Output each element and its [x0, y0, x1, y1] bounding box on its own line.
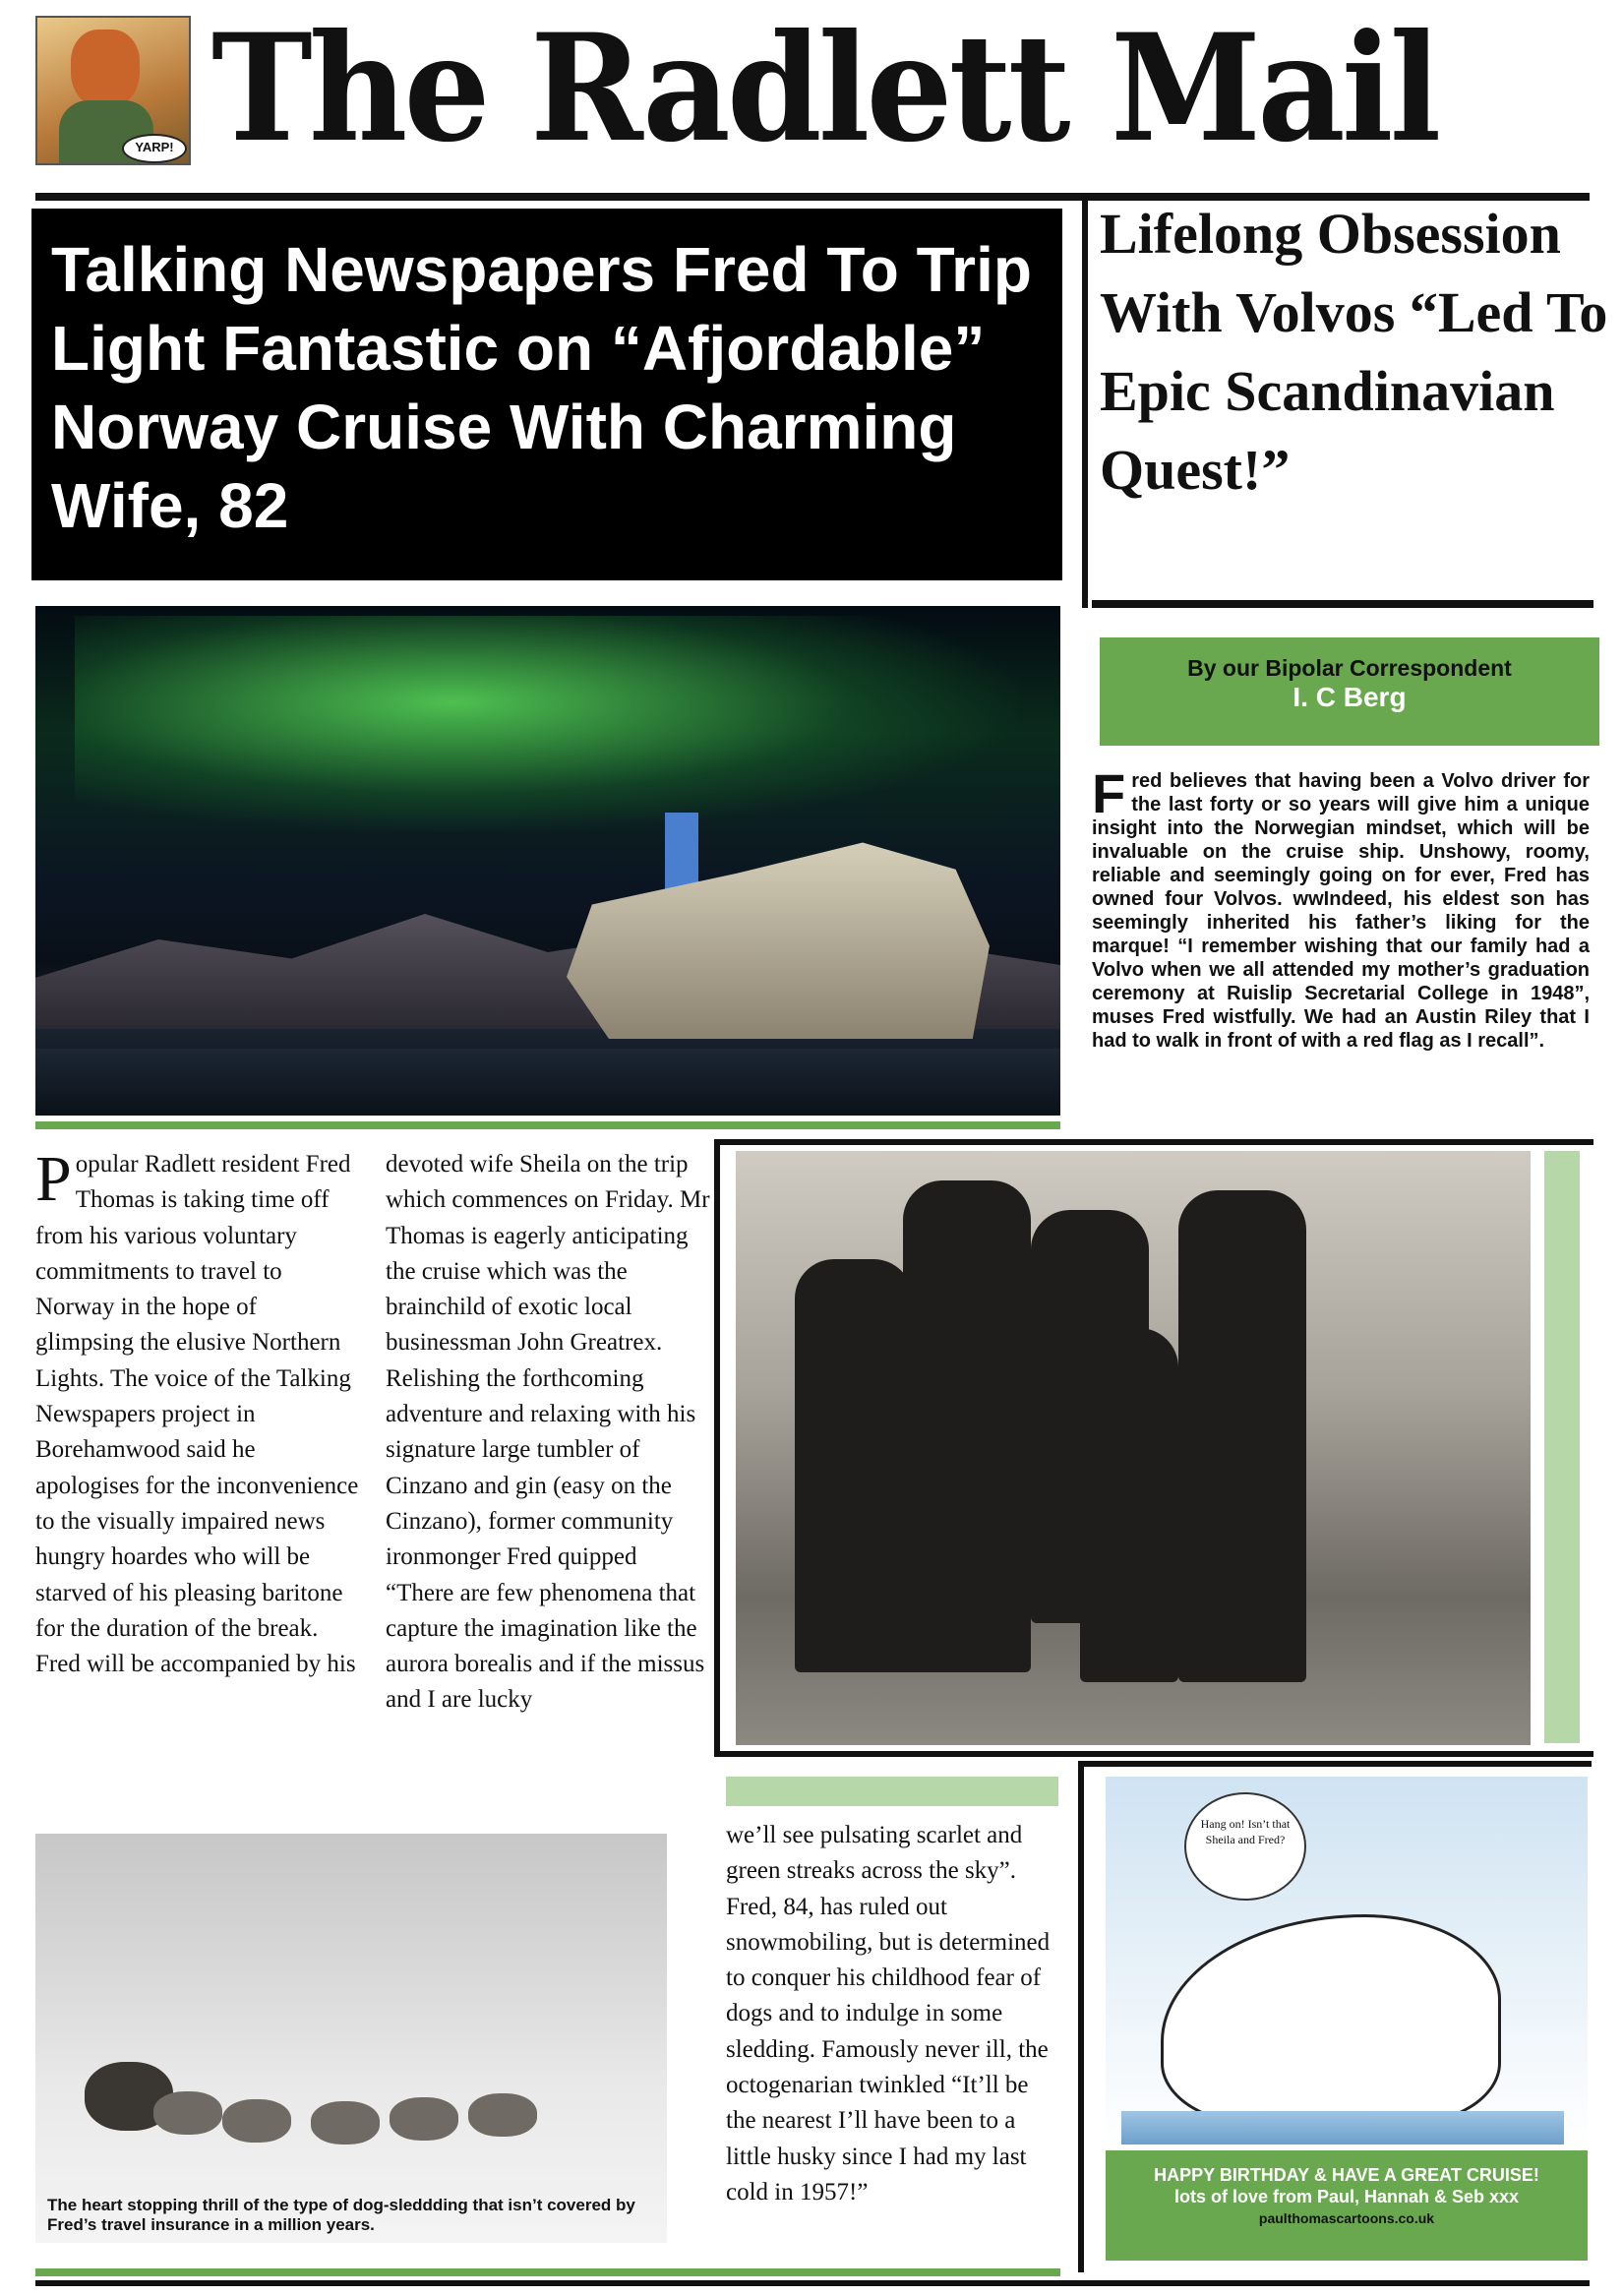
family-photo-side-bar — [1544, 1151, 1580, 1743]
logo-speech-bubble: YARP! — [122, 134, 187, 163]
column-3-top-bar — [726, 1777, 1058, 1806]
intro-text: red believes that having been a Volvo driver for the last forty or so years will give him a unique insight into the Norwegian mindset, which will be invaluable on the cruise ship. Unshowy, roomy, reliable and seemingly going on for ever, Fred has owned four Volvos. wwIndeed, his eldest son has seemingly inherited his father’s liking for the marque! “I remember wishing that our family had a Volvo when we all attended my mother’s graduation ceremony at Ruislip Secretarial College in 1948”, muses Fred wistfully. We had an Austin Riley that I had to walk in front of with a red flag as I recall”. — [1092, 770, 1590, 1052]
article-column-1 — [35, 1143, 360, 1682]
byline-label: By our Bipolar Correspondent — [1187, 655, 1512, 681]
fox-head — [71, 30, 140, 108]
greeting-line-1: HAPPY BIRTHDAY & HAVE A GREAT CRUISE! — [1154, 2165, 1539, 2185]
family-frame-bottom — [714, 1751, 1593, 1757]
side-column-divider — [1082, 195, 1088, 608]
figure-boy — [795, 1259, 913, 1672]
main-headline: Talking Newspapers Fred To Trip Light Fantastic on “Afjordable” Norway Cruise With Charming Wife, 82 — [31, 209, 1062, 580]
byline-box — [1100, 637, 1599, 746]
aurora-cruise-ship-photo — [35, 606, 1060, 1116]
aurora-glow — [75, 616, 1019, 832]
figure-tall-girl — [1178, 1190, 1306, 1682]
dog-5 — [468, 2093, 537, 2137]
article-column-2: devoted wife Sheila on the trip which commences on Friday. Mr Thomas is eagerly anticipating the cruise which was the brainchild of exotic local businessman John Greatrex. Relishing the forthcoming adventure and relaxing with his signature large tumbler of Cinzano and gin (easy on the Cinzano), former community ironmonger Fred quipped “There are few phenomena that capture the imagination like the aurora borealis and if the missus and I are lucky — [386, 1151, 710, 1714]
dog-4 — [390, 2097, 458, 2141]
cruise-ship — [567, 832, 990, 1039]
cartoonist-site: paulthomascartoons.co.uk — [1258, 2210, 1435, 2226]
ice-floe — [1121, 2111, 1564, 2145]
greeting-box — [1106, 2150, 1588, 2261]
harbour-water — [35, 1049, 1060, 1116]
aurora-photo-rule — [35, 1121, 1060, 1129]
dog-1 — [153, 2091, 222, 2135]
fox-logo-image — [35, 16, 191, 165]
figure-father — [903, 1180, 1031, 1672]
greeting-line-2: lots of love from Paul, Hannah & Seb xxx — [1173, 2187, 1520, 2206]
cartoon-frame-top — [1078, 1761, 1592, 1767]
bottom-rule — [35, 2280, 1590, 2286]
thought-bubble: Hang on! Isn’t that Sheila and Fred? — [1184, 1792, 1306, 1901]
intro-drop-cap: F — [1092, 762, 1126, 824]
polar-bear-cartoon — [1092, 1777, 1609, 2268]
byline-name: I. C Berg — [1292, 682, 1407, 712]
masthead-title: The Radlett Mail — [211, 2, 1438, 175]
bottom-green-rule — [35, 2268, 1060, 2276]
dog-3 — [311, 2101, 380, 2145]
intro-paragraph — [1092, 762, 1590, 1053]
side-headline-rule — [1092, 600, 1593, 608]
article-column-1-text: opular Radlett resident Fred Thomas is taking time off from his various voluntary commitments to travel to Norway in the hope of glimpsing the elusive Northern Lights. The voice of the Talking Newspapers project in Borehamwood said he apologises for the inconvenience to the visually impaired news hungry hoardes who will be starved of his pleasing baritone for the duration of the break. Fred will be accompanied by his — [35, 1151, 359, 1678]
family-photo — [736, 1151, 1531, 1745]
family-frame-left — [714, 1139, 720, 1757]
dog-sled-photo — [35, 1834, 667, 2243]
figure-small-girl — [1080, 1328, 1178, 1682]
cartoon-frame-left — [1078, 1761, 1084, 2272]
family-frame-top — [714, 1139, 1593, 1145]
article-column-3: we’ll see pulsating scarlet and green streaks across the sky”. Fred, 84, has ruled out snowmobiling, but is determined to conquer his childhood fear of dogs and to indulge in some sledding. Famously never ill, the octogenarian twinkled “It’ll be the nearest I’ll have been to a little husky since I had my last cold in 1957!” — [726, 1822, 1051, 2205]
article-drop-cap: P — [35, 1143, 72, 1215]
dog-photo-caption: The heart stopping thrill of the type of dog-sleddding that isn’t covered by Fred’s travel insurance in a million years. — [47, 2196, 635, 2234]
side-headline: Lifelong Obsession With Volvos “Led To Epic Scandinavian Quest!” — [1100, 202, 1608, 502]
dog-2 — [222, 2099, 291, 2143]
